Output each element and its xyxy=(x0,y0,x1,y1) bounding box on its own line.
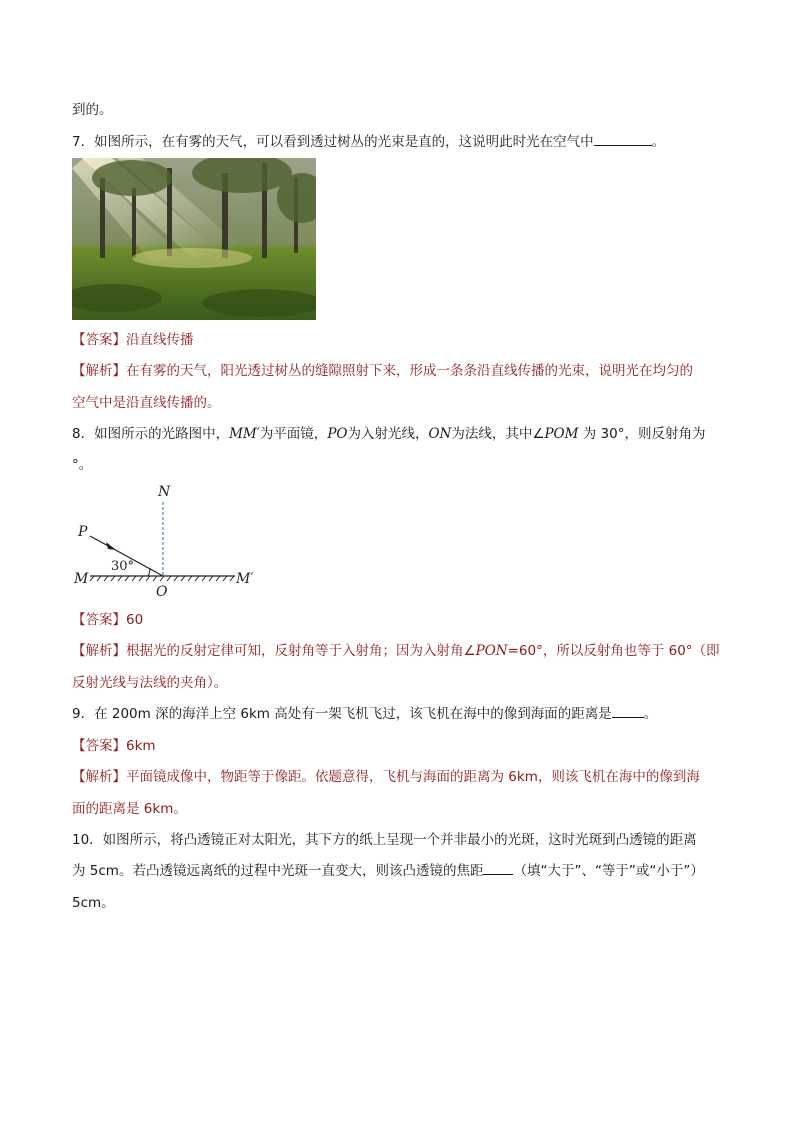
question-7 xyxy=(72,132,665,152)
explanation-8-line-2 xyxy=(72,673,227,693)
question-text: 为法线，其中∠ xyxy=(451,426,545,442)
explanation-7-line-2 xyxy=(72,393,221,413)
question-8 xyxy=(72,424,705,444)
question-text: 9．在 200m 深的海洋上空 6km 高处有一架飞机飞过，该飞机在海中的像到海面的距离是 xyxy=(72,706,612,722)
question-text: 7．如图所示，在有雾的天气，可以看到透过树丛的光束是直的，这说明此时光在空气中 xyxy=(72,134,594,150)
forest-sunbeam-image xyxy=(72,158,316,320)
label-p: P xyxy=(78,524,88,540)
question-text-end: 。 xyxy=(643,706,658,722)
explanation-7-line-1 xyxy=(72,361,693,381)
question-10-line-3 xyxy=(72,893,115,913)
explanation-text: 在有雾的天气，阳光透过树丛的缝隙照射下来，形成一条条沿直线传播的光束，说明光在均匀的 xyxy=(126,363,693,379)
question-10-line-1 xyxy=(72,830,697,850)
question-text: 8．如图所示的光路图中， xyxy=(72,426,230,442)
mirror-label: MM′ xyxy=(229,426,260,442)
answer-9 xyxy=(72,736,156,756)
angle-label: PON xyxy=(475,643,508,659)
text-line xyxy=(72,100,113,120)
label-m-prime: M′ xyxy=(236,571,254,587)
explanation-8-line-1 xyxy=(72,641,720,661)
angle-arc xyxy=(148,568,150,576)
answer-7 xyxy=(72,330,194,350)
label-angle: 30° xyxy=(111,559,135,574)
label-m: M xyxy=(74,571,89,587)
explanation-text: =60°，所以反射角也等于 60°（即 xyxy=(507,643,720,659)
answer-value: 6km xyxy=(126,738,156,754)
answer-blank xyxy=(483,861,513,875)
answer-value: 沿直线传播 xyxy=(126,332,194,348)
answer-tag: 【答案】 xyxy=(72,612,126,628)
question-text-end: 。 xyxy=(651,134,666,150)
question-text: 为平面镜， xyxy=(259,426,328,442)
normal-label: ON xyxy=(428,426,452,442)
label-o: O xyxy=(156,584,168,600)
answer-value: 60 xyxy=(126,612,144,628)
text: 到的。 xyxy=(72,102,113,118)
question-text: 5cm。 xyxy=(72,895,115,911)
explanation-tag: 【解析】 xyxy=(72,643,126,659)
answer-tag: 【答案】 xyxy=(72,332,126,348)
explanation-9-line-1 xyxy=(72,767,700,787)
answer-blank xyxy=(594,132,652,146)
explanation-tag: 【解析】 xyxy=(72,769,126,785)
question-text: 为入射光线， xyxy=(347,426,429,442)
ray-label: PO xyxy=(327,426,348,442)
question-10-line-2 xyxy=(72,861,704,881)
answer-tag: 【答案】 xyxy=(72,738,126,754)
mirror-hatching xyxy=(90,576,234,581)
explanation-text: 面的距离是 6km。 xyxy=(72,801,187,817)
answer-8 xyxy=(72,610,143,630)
label-n: N xyxy=(158,484,171,500)
explanation-text: 空气中是沿直线传播的。 xyxy=(72,395,221,411)
explanation-text: 根据光的反射定律可知，反射角等于入射角；因为入射角∠ xyxy=(126,643,476,659)
question-text: 10．如图所示，将凸透镜正对太阳光，其下方的纸上呈现一个并非最小的光斑，这时光斑到凸透镜的距离 xyxy=(72,832,697,848)
explanation-tag: 【解析】 xyxy=(72,363,126,379)
question-text-end: °。 xyxy=(72,457,93,473)
question-8-cont xyxy=(72,455,92,475)
angle-label: POM xyxy=(544,426,579,442)
question-text: 为 30°，则反射角为 xyxy=(578,426,706,442)
question-text: 为 5cm。若凸透镜远离纸的过程中光斑一直变大，则该凸透镜的焦距 xyxy=(72,863,484,879)
answer-blank xyxy=(612,704,644,718)
explanation-text: 反射光线与法线的夹角）。 xyxy=(72,675,228,691)
question-9 xyxy=(72,704,657,724)
explanation-text: 平面镜成像中，物距等于像距。依题意得，飞机与海面的距离为 6km，则该飞机在海中的像到海 xyxy=(126,769,700,785)
question-text: （填“大于”、“等于”或“小于”） xyxy=(513,863,704,879)
explanation-9-line-2 xyxy=(72,799,187,819)
reflection-diagram xyxy=(70,480,270,600)
